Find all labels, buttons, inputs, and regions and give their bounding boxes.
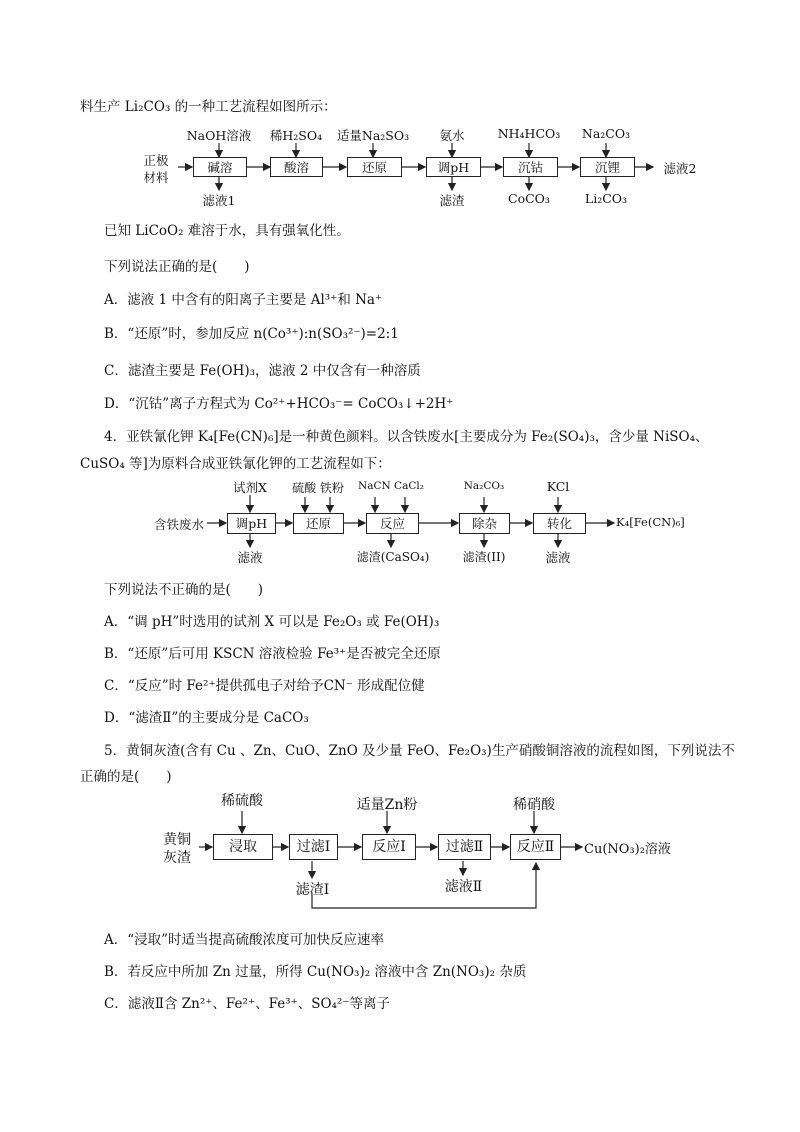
q4-option-b: B．“还原”后可用 KSCN 溶液检验 Fe³⁺是否被完全还原 <box>104 646 441 662</box>
flow3-output-residue1: 滤渣Ⅰ <box>295 882 330 898</box>
flow2-output-filtrate2: 滤液 <box>545 550 571 565</box>
flow2-end: K₄[Fe(CN)₆] <box>616 515 685 529</box>
flow3-box-react2: 反应Ⅱ <box>510 834 561 860</box>
flow2-reagent-x: 试剂X <box>233 480 267 495</box>
flow2-box-react: 反应 <box>366 513 419 534</box>
flow3-start-line1: 黄铜 <box>163 832 191 848</box>
q4-option-d: D．“滤渣Ⅱ”的主要成分是 CaCO₃ <box>104 710 309 726</box>
flow1-box-reduce: 还原 <box>347 157 402 177</box>
flow2-box-purify: 除杂 <box>459 513 510 534</box>
flow1-reagent-na2so3: 适量Na₂SO₃ <box>336 128 410 143</box>
flow3-box-react1: 反应Ⅰ <box>362 834 416 860</box>
flow1-reagent-ammonia: 氨水 <box>439 128 465 143</box>
flow2-box-ph: 调pH <box>227 513 276 534</box>
flow3-start-line2: 灰渣 <box>163 850 191 866</box>
q3-option-b: B．“还原”时，参加反应 n(Co³⁺):n(SO₃²⁻)=2:1 <box>104 326 399 342</box>
flow2-output-filtrate: 滤液 <box>237 550 263 565</box>
q3-option-a: A．滤液 1 中含有的阳离子主要是 Al³⁺和 Na⁺ <box>104 292 383 308</box>
q4-option-c: C．“反应”时 Fe²⁺提供孤电子对给予CN⁻ 形成配位健 <box>104 678 425 694</box>
flow2-reagent-nacn: NaCN CaCl₂ <box>358 480 424 492</box>
q3-option-d: D．“沉钴”离子方程式为 Co²⁺+HCO₃⁻= CoCO₃↓+2H⁺ <box>104 396 454 412</box>
flow1-box-co: 沉钴 <box>503 157 558 177</box>
flow2-reagent-na2co3: Na₂CO₃ <box>463 480 505 492</box>
flow2-start: 含铁废水 <box>153 517 204 532</box>
q4-option-a: A．“调 pH”时选用的试剂 X 可以是 Fe₂O₃ 或 Fe(OH)₃ <box>104 614 440 630</box>
flow1-box-li: 沉锂 <box>580 157 635 177</box>
flow1-output-li2co3: Li₂CO₃ <box>584 191 628 206</box>
flow1-reagent-na2co3: Na₂CO₃ <box>581 126 631 141</box>
flow1-start-line2: 材料 <box>143 170 169 185</box>
flow1-start-line1: 正极 <box>143 153 169 168</box>
q5-option-a: A．“浸取”时适当提高硫酸浓度可加快反应速率 <box>104 932 385 948</box>
q4-question: 下列说法不正确的是( ) <box>104 582 264 598</box>
flow1-end: 滤液2 <box>663 161 697 176</box>
q4-stem-line2: CuSO₄ 等]为原料合成亚铁氰化钾的工艺流程如下： <box>80 456 391 472</box>
flow1-output-filtrate1: 滤液1 <box>202 193 236 208</box>
flow2-box-convert: 转化 <box>533 513 586 534</box>
flow2-box-reduce: 还原 <box>293 513 344 534</box>
flow1-box-acid: 酸溶 <box>270 157 323 177</box>
flow1-reagent-nh4hco3: NH₄HCO₃ <box>497 126 561 141</box>
flow1-box-alkali: 碱溶 <box>193 157 247 177</box>
q4-stem-line1: 4．亚铁氰化钾 K₄[Fe(CN)₆]是一种黄色颜料。以含铁废水[主要成分为 Fe₂(SO₄)₃，含少量 NiSO₄、 <box>104 429 709 445</box>
flow3-reagent-hno3: 稀硝酸 <box>513 797 555 813</box>
flow1-output-residue: 滤渣 <box>439 193 465 208</box>
q3-known: 已知 LiCoO₂ 难溶于水，具有强氧化性。 <box>104 223 350 239</box>
flow3-box-leach: 浸取 <box>213 834 273 860</box>
flow3-output-filtrate2: 滤液Ⅱ <box>444 879 483 895</box>
q5-option-b: B．若反应中所加 Zn 过量，所得 Cu(NO₃)₂ 溶液中含 Zn(NO₃)₂ 杂质 <box>104 964 527 980</box>
intro-text: 料生产 Li₂CO₃ 的一种工艺流程如图所示： <box>80 99 337 115</box>
flow2-reagent-acid-iron: 硫酸 铁粉 <box>292 481 344 495</box>
q5-option-c: C．滤液Ⅱ含 Zn²⁺、Fe²⁺、Fe³⁺、SO₄²⁻等离子 <box>104 996 390 1012</box>
flow3-reagent-zn: 适量Zn粉 <box>356 797 418 813</box>
flow3-box-filter2: 过滤Ⅱ <box>438 834 491 860</box>
q5-stem-line2: 正确的是( ) <box>80 769 172 785</box>
flow3-box-filter1: 过滤Ⅰ <box>289 834 338 860</box>
flow3-reagent-h2so4: 稀硫酸 <box>221 793 263 809</box>
flow1-output-coco3: CoCO₃ <box>508 191 550 206</box>
flow1-reagent-naoh: NaOH溶液 <box>186 128 252 143</box>
q5-stem-line1: 5．黄铜灰渣(含有 Cu 、Zn、CuO、ZnO 及少量 FeO、Fe₂O₃)生产硝酸铜溶液的流程如图，下列说法不 <box>104 743 735 759</box>
flow1-reagent-h2so4: 稀H₂SO₄ <box>269 128 323 143</box>
flow2-reagent-kcl: KCl <box>546 479 570 494</box>
q3-option-c: C．滤渣主要是 Fe(OH)₃，滤液 2 中仅含有一种溶质 <box>104 363 421 379</box>
q3-stem: 下列说法正确的是( ) <box>104 259 250 275</box>
flow2-output-caso4: 滤渣(CaSO₄) <box>356 550 430 564</box>
flow2-output-residue2: 滤渣(II) <box>462 550 506 564</box>
flow3-end: Cu(NO₃)₂溶液 <box>584 842 671 857</box>
flow1-box-ph: 调pH <box>426 157 481 177</box>
